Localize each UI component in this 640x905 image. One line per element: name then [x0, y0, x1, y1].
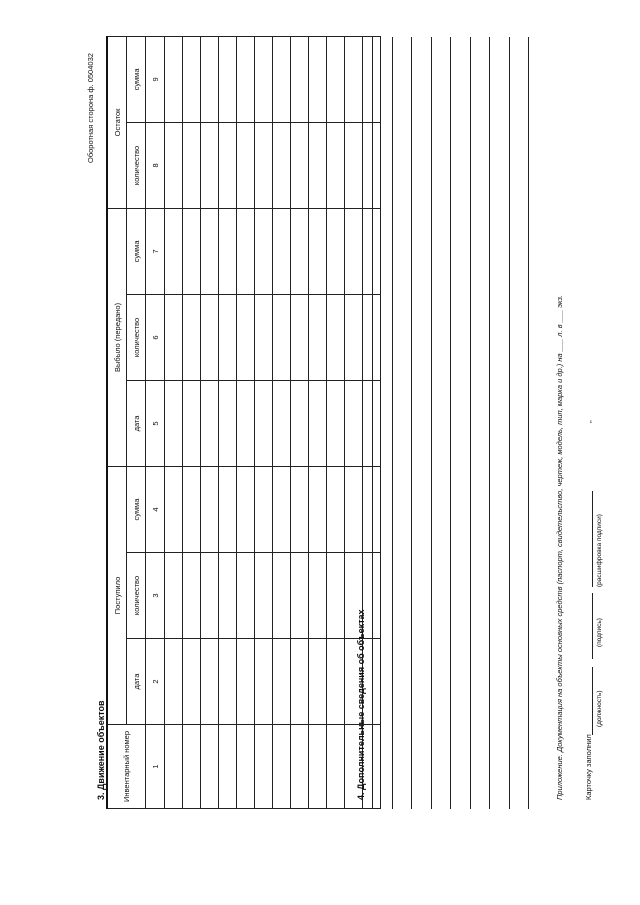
- table-cell[interactable]: [201, 553, 219, 639]
- table-cell[interactable]: [219, 122, 237, 208]
- table-cell[interactable]: [201, 639, 219, 725]
- table-cell[interactable]: [237, 208, 255, 294]
- table-cell[interactable]: [327, 639, 345, 725]
- table-cell[interactable]: [327, 466, 345, 552]
- form-side-label: Оборотная сторона ф. 0504032: [86, 53, 95, 163]
- header-received-date: дата: [127, 639, 146, 725]
- section4-line[interactable]: [411, 37, 412, 809]
- appendix-text: Приложение. Документация на объекты основных средств (паспорт, свидетельство, чертеж, модель, тип, марка и др.) на ___ л. в ___ экз.: [555, 294, 564, 800]
- table-row: [255, 36, 273, 808]
- table-cell[interactable]: [255, 380, 273, 466]
- position-caption: (должность): [596, 690, 603, 727]
- table-cell[interactable]: [237, 466, 255, 552]
- table-cell[interactable]: [219, 725, 237, 809]
- section4-line[interactable]: [489, 37, 490, 809]
- table-cell[interactable]: [183, 553, 201, 639]
- table-cell[interactable]: [291, 725, 309, 809]
- header-received-quantity: количество: [127, 553, 146, 639]
- table-cell[interactable]: [237, 36, 255, 122]
- table-cell[interactable]: [183, 380, 201, 466]
- table-cell[interactable]: [327, 380, 345, 466]
- table-cell[interactable]: [327, 725, 345, 809]
- table-cell[interactable]: [345, 294, 363, 380]
- table-cell[interactable]: [219, 639, 237, 725]
- header-disposed-sum: сумма: [127, 208, 146, 294]
- table-cell[interactable]: [201, 466, 219, 552]
- table-cell[interactable]: [165, 294, 183, 380]
- table-cell[interactable]: [291, 294, 309, 380]
- header-balance-sum: сумма: [127, 36, 146, 122]
- table-cell[interactable]: [291, 122, 309, 208]
- table-cell[interactable]: [273, 466, 291, 552]
- table-cell[interactable]: [183, 639, 201, 725]
- table-cell[interactable]: [183, 466, 201, 552]
- table-cell[interactable]: [201, 380, 219, 466]
- section4-line[interactable]: [372, 37, 373, 809]
- table-cell[interactable]: [255, 725, 273, 809]
- table-row: [219, 36, 237, 808]
- col-number: 2: [146, 639, 165, 725]
- table-cell[interactable]: [273, 380, 291, 466]
- table-cell[interactable]: [345, 122, 363, 208]
- table-row: [327, 36, 345, 808]
- col-number: 4: [146, 466, 165, 552]
- table-row: [273, 36, 291, 808]
- table-cell[interactable]: [273, 122, 291, 208]
- table-cell[interactable]: [309, 294, 327, 380]
- table-cell[interactable]: [165, 122, 183, 208]
- col-number: 6: [146, 294, 165, 380]
- col-number: 9: [146, 36, 165, 122]
- table-cell[interactable]: [165, 380, 183, 466]
- header-balance: Остаток: [107, 36, 127, 208]
- table-cell[interactable]: [273, 639, 291, 725]
- col-number: 8: [146, 122, 165, 208]
- header-disposed-quantity: количество: [127, 294, 146, 380]
- table-cell[interactable]: [273, 553, 291, 639]
- table-cell[interactable]: [291, 553, 309, 639]
- section4-line[interactable]: [509, 37, 510, 809]
- table-cell[interactable]: [309, 208, 327, 294]
- signature-caption: (подпись): [596, 618, 603, 647]
- section4-line[interactable]: [450, 37, 451, 809]
- table-cell[interactable]: [237, 639, 255, 725]
- position-line[interactable]: [592, 667, 593, 735]
- section4-line[interactable]: [470, 37, 471, 809]
- table-row: [309, 36, 327, 808]
- signature-line[interactable]: [592, 593, 593, 659]
- table-cell[interactable]: [309, 639, 327, 725]
- col-number: 3: [146, 553, 165, 639]
- table-cell[interactable]: [345, 208, 363, 294]
- table-cell[interactable]: [255, 36, 273, 122]
- filled-by-label: Карточку заполнил: [584, 734, 593, 800]
- table-cell[interactable]: [309, 725, 327, 809]
- movement-table: [106, 36, 381, 809]
- table-cell[interactable]: [165, 639, 183, 725]
- date-quote-mark: ": [588, 420, 597, 423]
- table-cell[interactable]: [291, 380, 309, 466]
- table-cell[interactable]: [201, 725, 219, 809]
- table-cell[interactable]: [327, 36, 345, 122]
- table-row: [201, 36, 219, 808]
- table-cell[interactable]: [237, 294, 255, 380]
- decoding-caption: (расшифровка подписи): [596, 514, 603, 587]
- table-cell[interactable]: [309, 553, 327, 639]
- table-row: [183, 36, 201, 808]
- table-cell[interactable]: [219, 208, 237, 294]
- table-cell[interactable]: [237, 380, 255, 466]
- table-cell[interactable]: [273, 725, 291, 809]
- table-cell[interactable]: [165, 36, 183, 122]
- table-cell[interactable]: [201, 36, 219, 122]
- table-cell[interactable]: [327, 208, 345, 294]
- table-cell[interactable]: [291, 208, 309, 294]
- table-cell[interactable]: [291, 466, 309, 552]
- table-cell[interactable]: [201, 208, 219, 294]
- table-cell[interactable]: [219, 36, 237, 122]
- header-received: Поступило: [107, 466, 127, 724]
- col-number: 7: [146, 208, 165, 294]
- table-cell[interactable]: [165, 725, 183, 809]
- table-cell[interactable]: [183, 122, 201, 208]
- table-cell[interactable]: [327, 122, 345, 208]
- table-cell[interactable]: [273, 294, 291, 380]
- table-cell[interactable]: [183, 208, 201, 294]
- header-disposed: Выбыло (передано): [107, 208, 127, 466]
- table-cell[interactable]: [183, 725, 201, 809]
- table-row: [165, 36, 183, 808]
- section4-line[interactable]: [528, 37, 529, 809]
- table-cell[interactable]: [327, 294, 345, 380]
- table-cell[interactable]: [309, 122, 327, 208]
- header-disposed-date: дата: [127, 380, 146, 466]
- header-balance-quantity: количество: [127, 122, 146, 208]
- table-cell[interactable]: [183, 294, 201, 380]
- section4-title: 4. Дополнительные сведения об объектах: [356, 609, 366, 800]
- header-inventory-number: Инвентарный номер: [107, 725, 146, 809]
- table-cell[interactable]: [309, 380, 327, 466]
- table-cell[interactable]: [255, 553, 273, 639]
- table-cell[interactable]: [255, 639, 273, 725]
- table-cell[interactable]: [291, 36, 309, 122]
- table-cell[interactable]: [165, 553, 183, 639]
- table-cell[interactable]: [255, 122, 273, 208]
- table-cell[interactable]: [255, 466, 273, 552]
- table-cell[interactable]: [309, 466, 327, 552]
- table-cell[interactable]: [273, 208, 291, 294]
- table-cell[interactable]: [237, 122, 255, 208]
- table-cell[interactable]: [291, 639, 309, 725]
- header-received-sum: сумма: [127, 466, 146, 552]
- column-number-row: [146, 36, 165, 808]
- table-cell[interactable]: [345, 36, 363, 122]
- table-cell[interactable]: [327, 553, 345, 639]
- table-row: [291, 36, 309, 808]
- table-cell[interactable]: [165, 466, 183, 552]
- table-cell[interactable]: [201, 122, 219, 208]
- table-cell[interactable]: [165, 208, 183, 294]
- table-cell[interactable]: [345, 380, 363, 466]
- decoding-line[interactable]: [592, 491, 593, 587]
- col-number: 1: [146, 725, 165, 809]
- table-cell[interactable]: [219, 553, 237, 639]
- table-cell[interactable]: [201, 294, 219, 380]
- table-cell[interactable]: [255, 294, 273, 380]
- table-cell[interactable]: [219, 294, 237, 380]
- table-cell[interactable]: [309, 36, 327, 122]
- table-cell[interactable]: [255, 208, 273, 294]
- table-cell[interactable]: [273, 36, 291, 122]
- section3-title: 3. Движение объектов: [96, 700, 106, 800]
- table-cell[interactable]: [219, 380, 237, 466]
- col-number: 5: [146, 380, 165, 466]
- table-row: [237, 36, 255, 808]
- section4-line[interactable]: [392, 37, 393, 809]
- table-cell[interactable]: [345, 466, 363, 552]
- table-cell[interactable]: [237, 553, 255, 639]
- table-cell[interactable]: [183, 36, 201, 122]
- section4-line[interactable]: [431, 37, 432, 809]
- table-cell[interactable]: [219, 466, 237, 552]
- table-cell[interactable]: [237, 725, 255, 809]
